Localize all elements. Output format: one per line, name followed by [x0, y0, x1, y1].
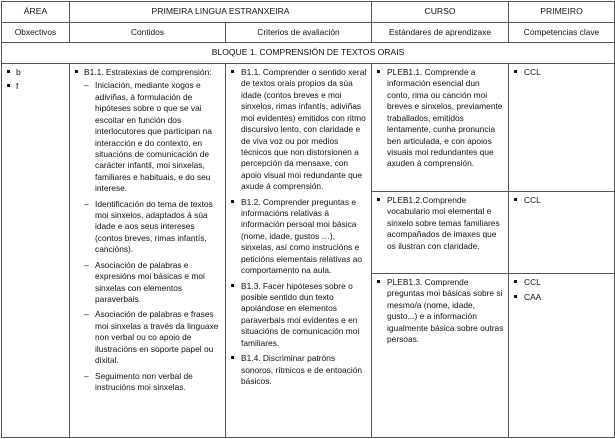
content-item: – Iniciación, mediante xogos e adiviñas, á formulación de hipóteses sobre o que se vai escoitar en función dos interlocutores que participan na interacción e do contexto, en situacións de comunicación de carácter infantil, moi sinxelas, familiares e habituais, e do seu interese.: [84, 80, 221, 194]
competences-cell: [509, 64, 615, 438]
content-item: – Asociación de palabras e expresións moi básicas e moi sinxelas con elementos paraverbais.: [84, 260, 221, 306]
curriculum-table-frame: [1, 1, 614, 437]
standard-item: PLEB1.2.Comprende vocabulario moi elemental e sinxelo sobre temas familiares acompañados de imaxes que os ilustran con claridade.: [376, 195, 504, 252]
standards-cell: [372, 64, 509, 438]
criterion-item: B1.1. Comprender o sentido xeral de textos orais propios da súa idade (contos breves e moi sinxelos, rimas infantís, adiviñas moi evidentes) emitidos con ritmo discursivo lento, con claridade e de viva voz ou por medios técnicos que non distorsionen a percepción da mensaxe, con apoio visual moi redundante que axude á comprensión.: [230, 67, 367, 193]
content-row: [2, 64, 615, 438]
standards-header: Estándares de aprendizaxe: [372, 23, 509, 43]
competence-block: [509, 192, 614, 274]
criteria-cell: [226, 64, 372, 438]
content-item: – Seguimento non verbal de instrucións moi sinxelas.: [84, 371, 221, 394]
contents-heading: B1.1. Estratexias de comprensión:: [74, 67, 221, 78]
block-title: BLOQUE 1. COMPRENSIÓN DE TEXTOS ORAIS: [2, 43, 615, 64]
contents-list: [84, 80, 221, 393]
criteria-header: Criterios de avaliación: [226, 23, 372, 43]
contents-header: Contidos: [70, 23, 226, 43]
objectives-header: Obxectivos: [2, 23, 70, 43]
criterion-item: B1.3. Facer hipóteses sobre o posible sentido dun texto apoiándose en elementos paraverbais moi evidentes e en situacións de comunicación moi familiares.: [230, 281, 367, 350]
block-row: [2, 43, 615, 64]
content-item: – Identificación do tema de textos moi sinxelos, adaptados á súa idade e aos seus intereses (contos breves, rimas infantís, cancións).: [84, 199, 221, 256]
objectives-cell: [2, 64, 70, 438]
course-value: PRIMEIRO: [509, 2, 615, 23]
standard-item: PLEB1.1. Comprende a información esencial dun conto, rima ou canción moi breves e sinxelos, previamente traballados, emitidos lentamente, cunha pronuncia ben articulada, e con apoios visuais moi redundantes que axuden á comprensión.: [376, 67, 504, 170]
column-header-row: [2, 23, 615, 43]
objective-item: b: [6, 67, 65, 78]
header-row: [2, 2, 615, 23]
competences-header: Competencias clave: [509, 23, 615, 43]
competence-block: [509, 274, 614, 311]
competence-block: [509, 64, 614, 192]
content-item: – Asociación de palabras e frases moi sinxelas a través da linguaxe non verbal ou co apoio de ilustracións en soporte papel ou dixital.: [84, 309, 221, 366]
criterion-item: B1.2. Comprender preguntas e informacións relativas á información persoal moi básica (nome, idade, gustos …), sinxelas, así como instrucións e peticións elementais relativas ao comportamento na aula.: [230, 197, 367, 277]
course-label: CURSO: [372, 2, 509, 23]
subject-header: PRIMEIRA LINGUA ESTRANXEIRA: [70, 2, 372, 23]
competence-item: CCL: [513, 195, 610, 206]
criterion-item: B1.4. Discriminar patróns sonoros, rítmicos e de entoación básicos.: [230, 353, 367, 387]
objective-item: f: [6, 81, 65, 92]
contents-cell: [70, 64, 226, 438]
standard-item: PLEB1.3. Comprende preguntas moi básicas sobre si mesmo/a (nome, idade, gusto...) e a información igualmente básica sobre outras persoas.: [376, 277, 504, 346]
standard-block: [372, 274, 508, 349]
competence-item: CAA: [513, 292, 610, 303]
standard-block: [372, 192, 508, 274]
area-header: ÁREA: [2, 2, 70, 23]
standard-block: [372, 64, 508, 192]
curriculum-table: [1, 1, 615, 438]
criteria-list: [230, 67, 367, 387]
objectives-list: [6, 67, 65, 93]
competence-item: CCL: [513, 277, 610, 288]
competence-item: CCL: [513, 67, 610, 78]
